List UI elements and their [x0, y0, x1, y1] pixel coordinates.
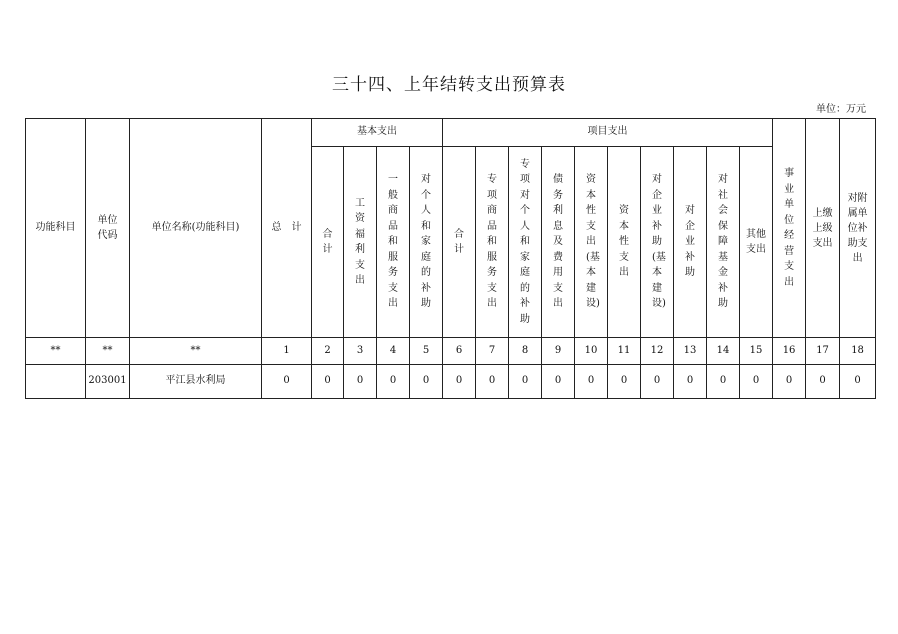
- cell-value: 0: [674, 365, 707, 399]
- cell-value: 0: [377, 365, 410, 399]
- cell-value: 0: [509, 365, 542, 399]
- index-cell: 3: [344, 338, 377, 365]
- cell-value: 0: [806, 365, 840, 399]
- header-project-col: 对企业补助(基本建设): [641, 147, 674, 338]
- index-cell: 9: [542, 338, 575, 365]
- cell-unit-name: 平江县水利局: [130, 365, 262, 399]
- index-cell: 2: [312, 338, 344, 365]
- header-unit-name: 单位名称(功能科目): [130, 119, 262, 338]
- index-cell: 7: [476, 338, 509, 365]
- table-row: [26, 365, 876, 399]
- index-cell: 5: [410, 338, 443, 365]
- header-project-col: 专项对个人和家庭的补助: [509, 147, 542, 338]
- header-project-col: 专项商品和服务支出: [476, 147, 509, 338]
- index-cell: 17: [806, 338, 840, 365]
- header-project-col: 合计: [443, 147, 476, 338]
- index-cell: 14: [707, 338, 740, 365]
- header-upper: 上缴上级支出: [806, 119, 840, 338]
- cell-value: 0: [542, 365, 575, 399]
- header-basic-group: 基本支出: [312, 119, 443, 147]
- header-project-col: 对企业补助: [674, 147, 707, 338]
- index-cell: 6: [443, 338, 476, 365]
- header-project-group: 项目支出: [443, 119, 773, 147]
- cell-value: 0: [410, 365, 443, 399]
- header-func-subject: 功能科目: [26, 119, 86, 338]
- header-project-col: 对社会保障基金补助: [707, 147, 740, 338]
- header-total: 总 计: [262, 119, 312, 338]
- budget-table: [25, 118, 876, 399]
- index-cell: 12: [641, 338, 674, 365]
- cell-value: 0: [476, 365, 509, 399]
- cell-value: 0: [773, 365, 806, 399]
- header-project-col: 债务利息及费用支出: [542, 147, 575, 338]
- cell-value: 0: [443, 365, 476, 399]
- cell-value: 0: [840, 365, 876, 399]
- cell-value: 0: [344, 365, 377, 399]
- header-business: 事业单位经营支出: [773, 119, 806, 338]
- cell-func-subject: [26, 365, 86, 399]
- cell-value: 0: [262, 365, 312, 399]
- cell-value: 0: [312, 365, 344, 399]
- index-cell: 4: [377, 338, 410, 365]
- cell-unit-code: 203001: [86, 365, 130, 399]
- header-unit-code: 单位代码: [86, 119, 130, 338]
- header-project-col: 资本性支出(基本建设): [575, 147, 608, 338]
- header-basic-col: 一般商品和服务支出: [377, 147, 410, 338]
- header-subsidiary: 对附属单位补助支出: [840, 119, 876, 338]
- index-cell: 16: [773, 338, 806, 365]
- index-cell: 13: [674, 338, 707, 365]
- index-cell: **: [86, 338, 130, 365]
- index-cell: 11: [608, 338, 641, 365]
- cell-value: 0: [707, 365, 740, 399]
- page-title: 三十四、上年结转支出预算表: [332, 75, 566, 95]
- index-cell: 8: [509, 338, 542, 365]
- index-cell: **: [130, 338, 262, 365]
- cell-value: 0: [575, 365, 608, 399]
- header-project-col: 其他支出: [740, 147, 773, 338]
- header-basic-col: 对个人和家庭的补助: [410, 147, 443, 338]
- cell-value: 0: [608, 365, 641, 399]
- unit-label: 单位：万元: [816, 104, 866, 115]
- index-row: [26, 338, 876, 365]
- index-cell: 15: [740, 338, 773, 365]
- cell-value: 0: [740, 365, 773, 399]
- cell-value: 0: [641, 365, 674, 399]
- index-cell: 18: [840, 338, 876, 365]
- index-cell: 10: [575, 338, 608, 365]
- index-cell: 1: [262, 338, 312, 365]
- index-cell: **: [26, 338, 86, 365]
- header-basic-col: 工资福利支出: [344, 147, 377, 338]
- header-project-col: 资本性支出: [608, 147, 641, 338]
- header-basic-col: 合计: [312, 147, 344, 338]
